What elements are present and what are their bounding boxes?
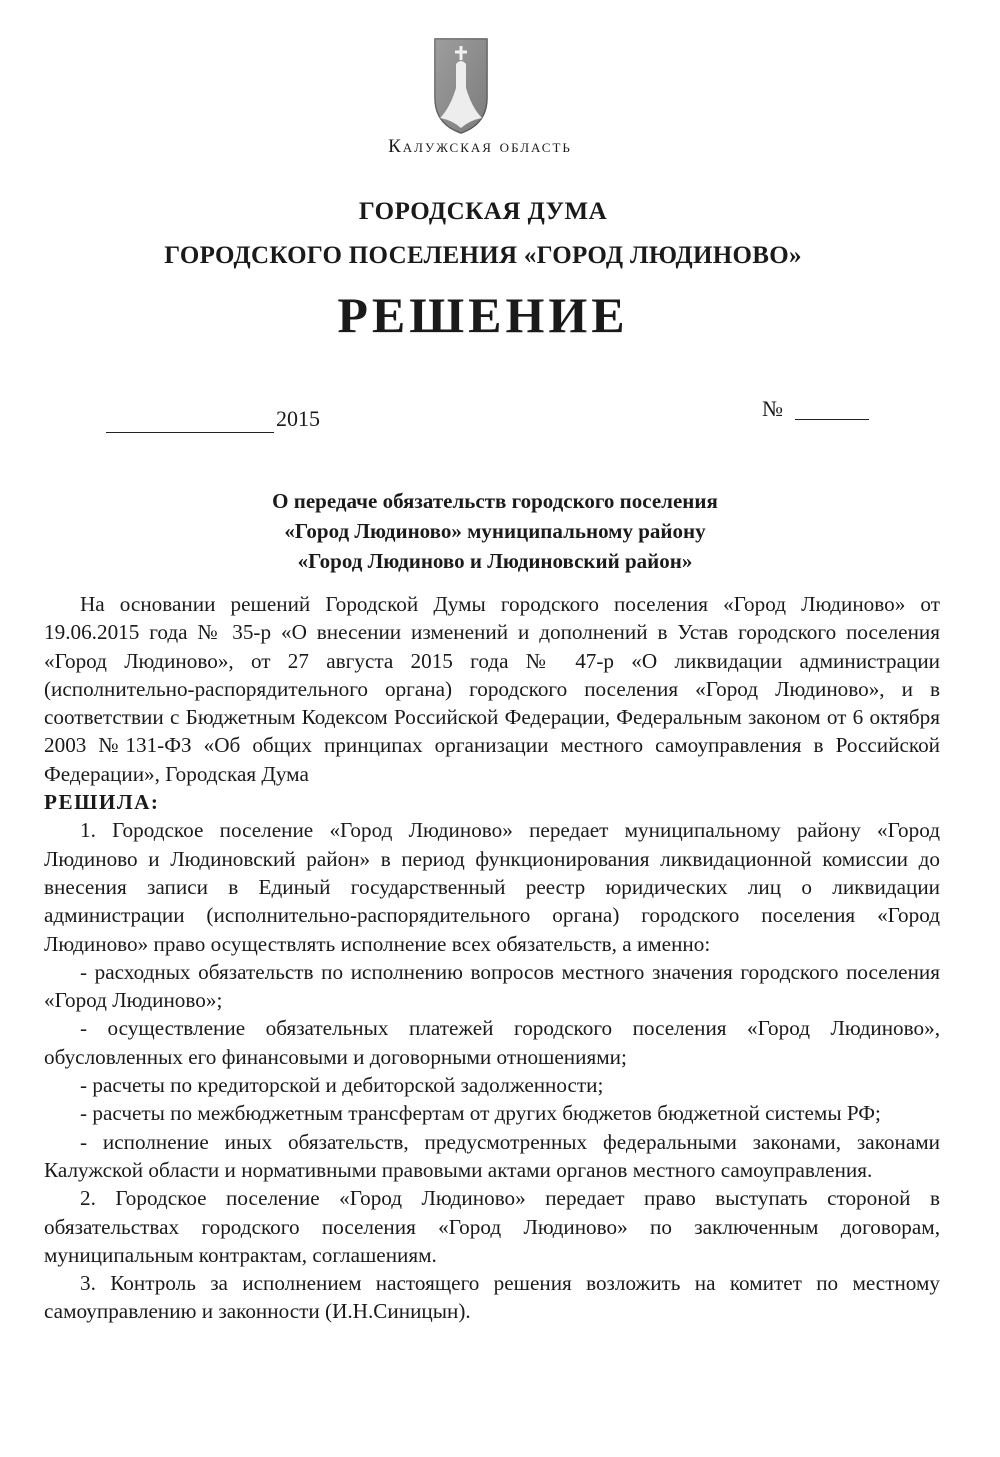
bullet-paragraph: - расчеты по межбюджетным трансфертам от других бюджетов бюджетной системы РФ; xyxy=(80,1101,881,1126)
number-sign: № xyxy=(762,396,783,421)
coat-of-arms-icon xyxy=(432,36,490,136)
subject-line: «Город Людиново и Людиновский район» xyxy=(297,549,693,573)
bullet-paragraph: - расчеты по кредиторской и дебиторской задолженности; xyxy=(80,1073,604,1098)
document-body xyxy=(44,590,940,1326)
item-3-paragraph: 3. Контроль за исполнением настоящего решения возложить на комитет по местному самоуправлению и законности (И.Н.Синицын). xyxy=(44,1271,940,1324)
bullet-paragraph: - осуществление обязательных платежей городского поселения «Город Людиново», обусловленных его финансовыми и договорными отношениями; xyxy=(44,1016,940,1069)
document-type: РЕШЕНИЕ xyxy=(337,287,629,343)
date-blank-line xyxy=(106,432,274,433)
document-subject xyxy=(0,486,990,576)
issuer-title: ГОРОДСКАЯ ДУМА xyxy=(358,198,608,225)
date-year: 2015 xyxy=(276,406,320,431)
subject-line: О передаче обязательств городского поселения xyxy=(272,489,718,513)
decided-heading: РЕШИЛА: xyxy=(44,790,160,815)
item-2-paragraph: 2. Городское поселение «Город Людиново» передает право выступать стороной в обязательствах городского поселения «Город Людиново» по заключенным договорам, муниципальным контрактам, соглашениям. xyxy=(44,1186,940,1267)
bullet-paragraph: - расходных обязательств по исполнению вопросов местного значения городского поселения «Город Людиново»; xyxy=(44,959,940,1013)
preamble-paragraph: На основании решений Городской Думы городского поселения «Город Людиново» от 19.06.2015 года № 35-р «О внесении изменений и дополнений в Устав городского поселения «Город Людиново», от 27 августа 2015 года № 47-р «О ликвидации администрации (исполнительно-распорядительного органа) городского поселения «Город Людиново», и в соответствии с Бюджетным Кодексом Российской Федерации, Федеральным законом от 6 октября 2003 №131-ФЗ «Об общих принципах организации местного самоуправления в Российской Федерации», Городская Дума xyxy=(44,592,940,786)
bullet-paragraph: - исполнение иных обязательств, предусмотренных федеральными законами, законами Калужской области и нормативными правовыми актами органов местного самоуправления. xyxy=(44,1129,940,1182)
subject-line: «Город Людиново» муниципальному району xyxy=(284,519,706,543)
issuer-subtitle: ГОРОДСКОГО ПОСЕЛЕНИЯ «ГОРОД ЛЮДИНОВО» xyxy=(164,242,802,269)
item-1-paragraph: 1. Городское поселение «Город Людиново» передает муниципальному району «Город Людиново и Людиновский район» в период функционирования ликвидационной комиссии до внесения записи в Единый государственный реестр юридических лиц о ликвидации администрации (исполнительно-распорядительного органа) городского поселения «Город Людиново» право осуществлять исполнение всех обязательств, а именно: xyxy=(44,818,940,956)
number-blank-line xyxy=(795,419,869,420)
region-name: Калужская область xyxy=(388,136,572,157)
